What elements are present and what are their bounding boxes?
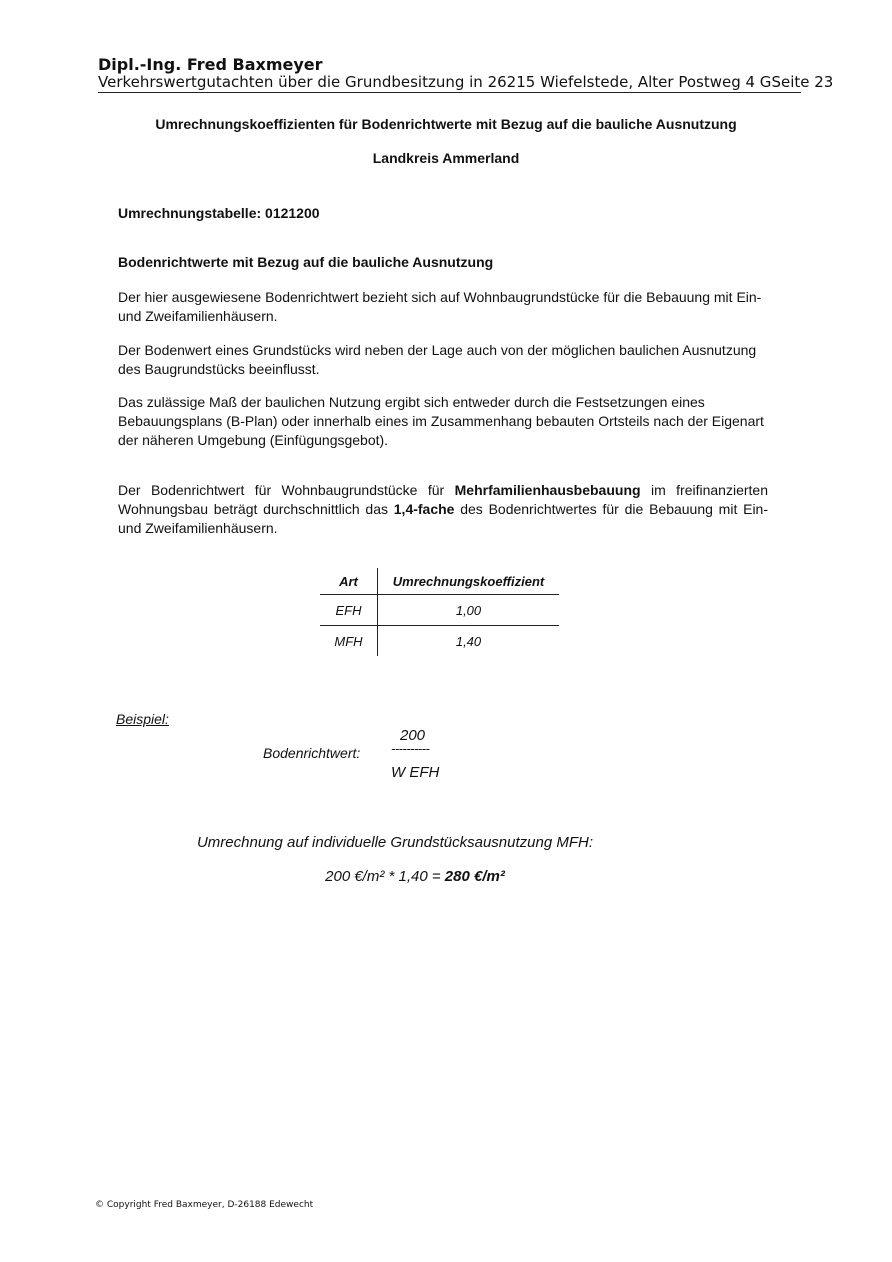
calculation-result: 280 €/m² <box>444 868 505 885</box>
section-heading: Bodenrichtwerte mit Bezug auf die bauliche Ausnutzung <box>118 254 494 270</box>
paragraph-4-text-a: Der Bodenrichtwert für Wohnbaugrundstücke für <box>118 482 455 498</box>
paragraph-1: Der hier ausgewiesene Bodenrichtwert bezieht sich auf Wohnbaugrundstücke für die Bebauung mit Ein- und Zweifamilienhäusern. <box>118 289 762 324</box>
fraction-label: Bodenrichtwert: <box>263 745 361 761</box>
example-label: Beispiel: <box>116 711 169 727</box>
paragraph-2: Der Bodenwert eines Grundstücks wird neben der Lage auch von der möglichen baulichen Ausnutzung des Baugrundstücks beeinflusst. <box>118 342 757 377</box>
paragraph-4-text-e: des Bodenrichtwertes für die Bebauung mit Ein- und Zweifamilienhäusern. <box>118 501 768 536</box>
calculation-title: Umrechnung auf individuelle Grundstücksausnutzung MFH: <box>196 834 594 851</box>
document-author: Dipl.-Ing. Fred Baxmeyer <box>98 55 323 74</box>
region-title: Landkreis Ammerland <box>372 150 520 166</box>
table-header-row <box>320 568 559 595</box>
calculation <box>0 868 830 885</box>
copyright-notice: © Copyright Fred Baxmeyer, D-26188 Edewecht <box>95 1200 314 1210</box>
table-row <box>320 595 559 626</box>
coefficient-table <box>320 568 559 656</box>
table-header-coefficient: Umrechnungskoeffizient <box>378 568 560 595</box>
paragraph-3: Das zulässige Maß der baulichen Nutzung ergibt sich entweder durch die Festsetzungen eines Bebauungsplans (B-Plan) oder innerhalb eines im Zusammenhang bebauten Ortsteils nach der Eigenart der näheren Umgebung (Einfügungsgebot). <box>118 394 764 448</box>
table-cell-value: 1,40 <box>455 633 482 649</box>
document-subject: Verkehrswertgutachten über die Grundbesitzung in 26215 Wiefelstede, Alter Postweg 4 G <box>98 73 772 91</box>
paragraph-4-emphasis-factor: 1,4-fache <box>393 501 455 517</box>
calculation-lhs: 200 €/m² * 1,40 = <box>325 868 445 885</box>
table-row <box>320 626 559 657</box>
page-number: Seite 23 <box>771 73 834 91</box>
document-subject-line <box>98 73 834 93</box>
paragraph-4 <box>118 481 768 538</box>
page-title: Umrechnungskoeffizienten für Bodenrichtwerte mit Bezug auf die bauliche Ausnutzung <box>155 116 737 132</box>
table-header-art: Art <box>320 568 378 595</box>
fraction-bar: ---------- <box>391 741 430 756</box>
paragraph-4-emphasis-mfh: Mehrfamilienhausbebauung <box>454 482 641 498</box>
paragraph-4-text-c: im freifinanzierten Wohnungsbau beträgt durchschnittlich das <box>118 482 768 517</box>
table-cell-value: 1,00 <box>378 595 560 626</box>
table-cell-art: MFH <box>320 626 378 657</box>
conversion-table-title: Umrechnungstabelle: 0121200 <box>118 205 320 221</box>
fraction-denominator: W EFH <box>391 764 440 781</box>
table-cell-art: EFH <box>320 595 378 626</box>
fraction-numerator: 200 <box>400 727 426 744</box>
